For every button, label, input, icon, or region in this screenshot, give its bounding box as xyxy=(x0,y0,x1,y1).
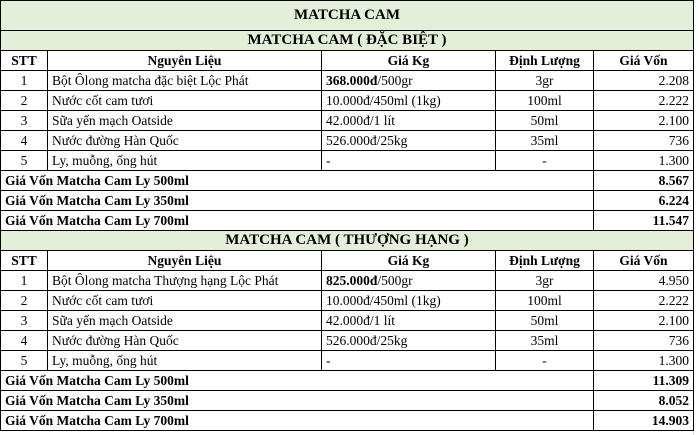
price-rest: /500gr xyxy=(377,272,413,288)
cell-amount[interactable]: - xyxy=(496,151,594,171)
total-row xyxy=(0,391,694,411)
header-cost[interactable]: Giá Vốn xyxy=(594,251,694,271)
cell-price-kg[interactable] xyxy=(322,311,496,331)
price-rest: 10.000đ/450ml (1kg) xyxy=(326,92,441,108)
cell-cost[interactable]: 2.208 xyxy=(594,71,694,91)
cell-ingredient[interactable]: Ly, muỗng, ống hút xyxy=(48,351,322,371)
price-rest: 10.000đ/450ml (1kg) xyxy=(326,292,441,308)
cell-ingredient[interactable]: Sữa yến mạch Oatside xyxy=(48,111,322,131)
total-value[interactable]: 8.567 xyxy=(594,171,694,191)
price-rest: 42.000đ/1 lít xyxy=(326,112,396,128)
section-title[interactable]: MATCHA CAM ( THƯỢNG HẠNG ) xyxy=(0,231,694,251)
price-rest: /500gr xyxy=(377,72,413,88)
total-value[interactable]: 8.052 xyxy=(594,391,694,411)
price-rest: 526.000đ/25kg xyxy=(326,132,408,148)
cell-stt[interactable]: 5 xyxy=(0,351,48,371)
total-label[interactable]: Giá Vốn Matcha Cam Ly 500ml xyxy=(0,371,594,391)
price-rest: 42.000đ/1 lít xyxy=(326,312,396,328)
section-header xyxy=(0,231,694,251)
total-row xyxy=(0,171,694,191)
table-row xyxy=(0,271,694,291)
cell-amount[interactable]: 50ml xyxy=(496,111,594,131)
total-value[interactable]: 11.309 xyxy=(594,371,694,391)
cell-stt[interactable]: 2 xyxy=(0,91,48,111)
cell-stt[interactable]: 3 xyxy=(0,311,48,331)
cell-cost[interactable]: 1.300 xyxy=(594,151,694,171)
cell-cost[interactable]: 2.222 xyxy=(594,291,694,311)
cell-price-kg[interactable] xyxy=(322,151,496,171)
cell-stt[interactable]: 4 xyxy=(0,131,48,151)
table-row xyxy=(0,151,694,171)
cell-ingredient[interactable]: Nước cốt cam tươi xyxy=(48,291,322,311)
total-row xyxy=(0,191,694,211)
header-amount[interactable]: Định Lượng xyxy=(496,51,594,71)
column-header-row xyxy=(0,51,694,71)
cell-price-kg[interactable] xyxy=(322,111,496,131)
header-ingredient[interactable]: Nguyên Liệu xyxy=(48,251,322,271)
cell-stt[interactable]: 5 xyxy=(0,151,48,171)
total-label[interactable]: Giá Vốn Matcha Cam Ly 700ml xyxy=(0,211,594,231)
price-bold: 825.000đ xyxy=(326,272,378,288)
table-row xyxy=(0,291,694,311)
cell-ingredient[interactable]: Ly, muỗng, ống hút xyxy=(48,151,322,171)
cell-amount[interactable]: 50ml xyxy=(496,311,594,331)
total-label[interactable]: Giá Vốn Matcha Cam Ly 350ml xyxy=(0,391,594,411)
cell-stt[interactable]: 1 xyxy=(0,71,48,91)
total-value[interactable]: 14.903 xyxy=(594,411,694,431)
cell-cost[interactable]: 2.100 xyxy=(594,111,694,131)
table-row xyxy=(0,351,694,371)
header-stt[interactable]: STT xyxy=(0,251,48,271)
cell-ingredient[interactable]: Bột Ôlong matcha đặc biệt Lộc Phát xyxy=(48,71,322,91)
cell-price-kg[interactable] xyxy=(322,271,496,291)
table-row xyxy=(0,331,694,351)
column-header-row xyxy=(0,251,694,271)
total-label[interactable]: Giá Vốn Matcha Cam Ly 350ml xyxy=(0,191,594,211)
cell-stt[interactable]: 1 xyxy=(0,271,48,291)
cell-price-kg[interactable] xyxy=(322,131,496,151)
cell-amount[interactable]: 100ml xyxy=(496,91,594,111)
header-ingredient[interactable]: Nguyên Liệu xyxy=(48,51,322,71)
section-title[interactable]: MATCHA CAM ( ĐẶC BIỆT ) xyxy=(0,31,694,51)
table-row xyxy=(0,71,694,91)
cell-cost[interactable]: 4.950 xyxy=(594,271,694,291)
cell-cost[interactable]: 2.100 xyxy=(594,311,694,331)
cell-amount[interactable]: 3gr xyxy=(496,71,594,91)
total-value[interactable]: 11.547 xyxy=(594,211,694,231)
table-row xyxy=(0,311,694,331)
cell-ingredient[interactable]: Sữa yến mạch Oatside xyxy=(48,311,322,331)
cell-stt[interactable]: 3 xyxy=(0,111,48,131)
cell-cost[interactable]: 1.300 xyxy=(594,351,694,371)
cell-amount[interactable]: 100ml xyxy=(496,291,594,311)
total-label[interactable]: Giá Vốn Matcha Cam Ly 700ml xyxy=(0,411,594,431)
table-row xyxy=(0,91,694,111)
cell-amount[interactable]: 35ml xyxy=(496,131,594,151)
cell-price-kg[interactable] xyxy=(322,291,496,311)
total-value[interactable]: 6.224 xyxy=(594,191,694,211)
sheet-title[interactable]: MATCHA CAM xyxy=(0,1,694,31)
cell-ingredient[interactable]: Nước cốt cam tươi xyxy=(48,91,322,111)
cell-price-kg[interactable] xyxy=(322,331,496,351)
cell-price-kg[interactable] xyxy=(322,351,496,371)
header-amount[interactable]: Định Lượng xyxy=(496,251,594,271)
cell-price-kg[interactable] xyxy=(322,91,496,111)
price-rest: 526.000đ/25kg xyxy=(326,332,408,348)
cell-stt[interactable]: 2 xyxy=(0,291,48,311)
cell-amount[interactable]: 3gr xyxy=(496,271,594,291)
section-header xyxy=(0,31,694,51)
cell-ingredient[interactable]: Nước đường Hàn Quốc xyxy=(48,131,322,151)
cell-ingredient[interactable]: Bột Ôlong matcha Thượng hạng Lộc Phát xyxy=(48,271,322,291)
table-row xyxy=(0,131,694,151)
price-rest: - xyxy=(326,352,331,368)
header-stt[interactable]: STT xyxy=(0,51,48,71)
title-row xyxy=(0,0,694,31)
price-rest: - xyxy=(326,152,331,168)
cell-cost[interactable]: 736 xyxy=(594,131,694,151)
table-row xyxy=(0,111,694,131)
cell-stt[interactable]: 4 xyxy=(0,331,48,351)
total-label[interactable]: Giá Vốn Matcha Cam Ly 500ml xyxy=(0,171,594,191)
header-cost[interactable]: Giá Vốn xyxy=(594,51,694,71)
header-price_kg[interactable]: Giá Kg xyxy=(322,51,496,71)
total-row xyxy=(0,371,694,391)
cell-ingredient[interactable]: Nước đường Hàn Quốc xyxy=(48,331,322,351)
cell-price-kg[interactable] xyxy=(322,71,496,91)
cell-cost[interactable]: 736 xyxy=(594,331,694,351)
cell-cost[interactable]: 2.222 xyxy=(594,91,694,111)
price-bold: 368.000đ xyxy=(326,72,378,88)
total-row xyxy=(0,411,694,431)
cell-amount[interactable]: - xyxy=(496,351,594,371)
header-price_kg[interactable]: Giá Kg xyxy=(322,251,496,271)
total-row xyxy=(0,211,694,231)
cell-amount[interactable]: 35ml xyxy=(496,331,594,351)
